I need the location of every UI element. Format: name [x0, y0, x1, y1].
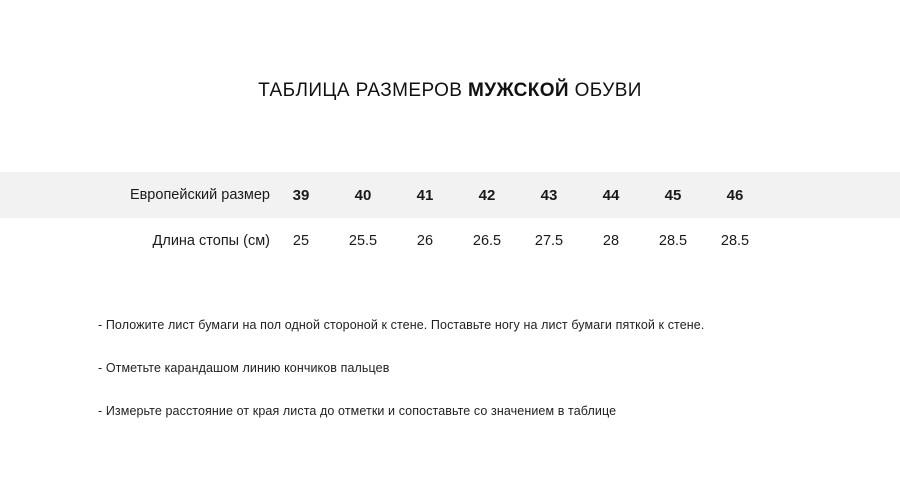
row-label-foot-length: Длина стопы (см): [152, 233, 270, 249]
foot-length-cell-0: 25: [292, 233, 310, 249]
foot-length-cell-1: 25.5: [348, 233, 378, 249]
row-spacer-length: [766, 218, 900, 264]
eu-size-cell-0: 39: [292, 186, 310, 204]
instructions-list: [98, 318, 858, 419]
foot-length-cell-5: 28: [602, 233, 620, 249]
foot-length-cell-6: 28.5: [658, 233, 688, 249]
page-title: [0, 80, 900, 102]
eu-size-cell-4: 43: [540, 186, 558, 204]
instruction-item-2: - Отметьте карандашом линию кончиков пальцев: [98, 361, 390, 375]
instruction-item-3: - Измерьте расстояние от края листа до отметки и сопоставьте со значением в таблице: [98, 404, 617, 418]
foot-length-cell-4: 27.5: [534, 233, 564, 249]
foot-length-cell-7: 28.5: [720, 233, 750, 249]
eu-size-cell-7: 46: [726, 186, 744, 204]
title-before: ТАБЛИЦА РАЗМЕРОВ: [258, 80, 469, 101]
row-spacer-eu: [766, 172, 900, 218]
table-row-foot-length: [0, 218, 900, 264]
eu-size-cell-2: 41: [416, 186, 434, 204]
size-table-wrapper: [0, 172, 900, 264]
eu-size-cell-1: 40: [354, 186, 372, 204]
foot-length-cell-3: 26.5: [472, 233, 502, 249]
foot-length-cell-2: 26: [416, 233, 434, 249]
table-row-eu-size: [0, 172, 900, 218]
title-accent: МУЖСКОЙ: [468, 80, 569, 101]
size-table: [0, 172, 900, 264]
eu-size-cell-3: 42: [478, 186, 496, 204]
row-label-eu-size: Европейский размер: [129, 187, 270, 203]
instruction-item-1: - Положите лист бумаги на пол одной стороной к стене. Поставьте ногу на лист бумаги пяткой к стене.: [98, 318, 705, 332]
eu-size-cell-5: 44: [602, 186, 620, 204]
eu-size-cell-6: 45: [664, 186, 682, 204]
title-after: ОБУВИ: [568, 80, 642, 101]
